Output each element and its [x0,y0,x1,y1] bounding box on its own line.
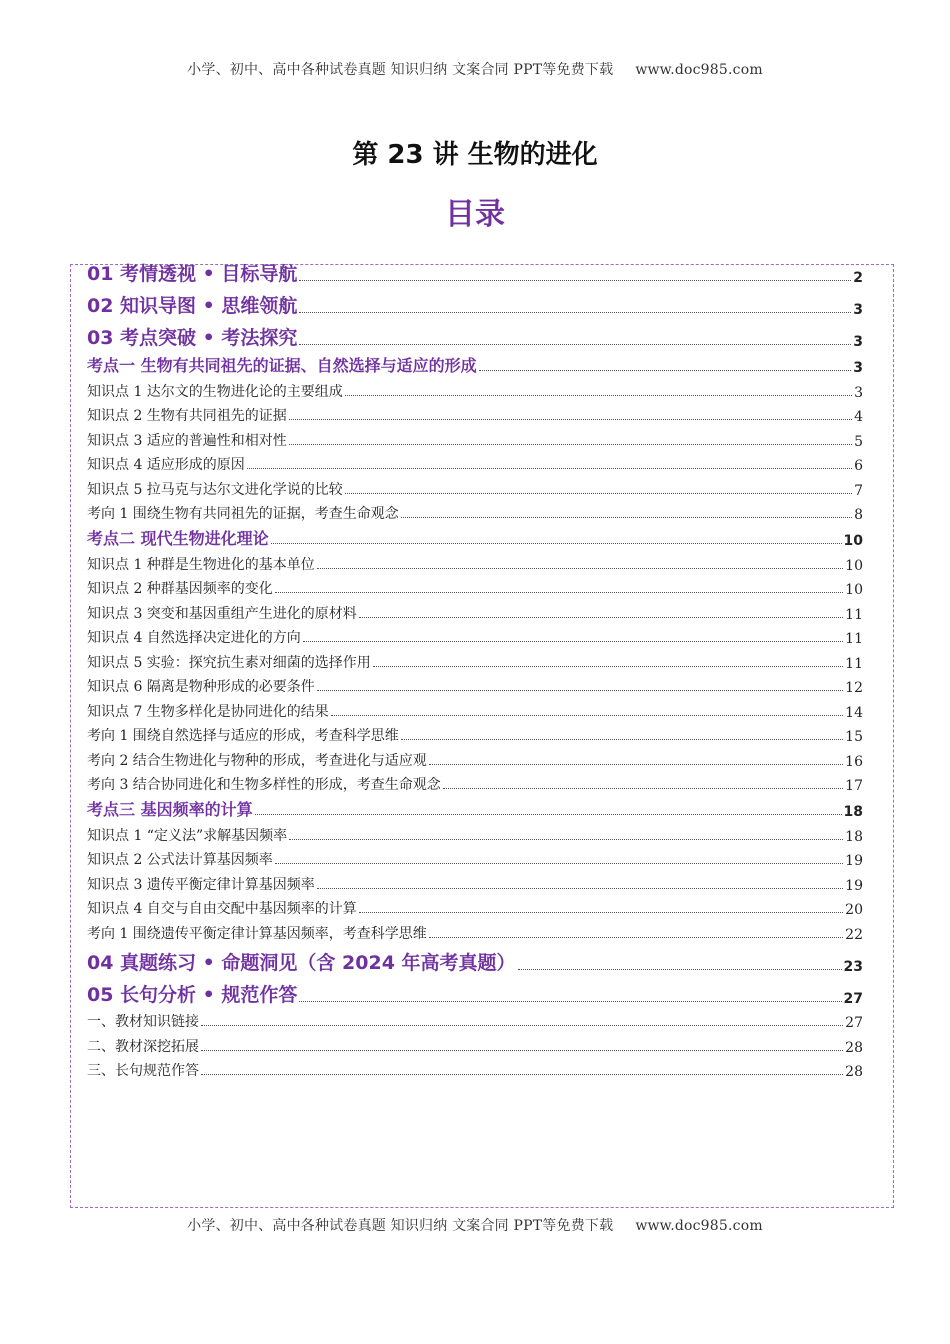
toc-entry-page: 28 [845,1064,863,1080]
dot-leader [518,968,842,970]
toc-entry-label: 05 长句分析 • 规范作答 [87,983,298,1006]
toc-entry-label: 考向 3 结合协同进化和生物多样性的形成，考查生命观念 [87,777,441,793]
toc-entry[interactable] [87,975,863,1007]
toc-entry[interactable] [87,1031,863,1056]
toc-entry[interactable] [87,1007,863,1032]
toc-entry-label: 知识点 3 突变和基因重组产生进化的原材料 [87,605,357,622]
header-text: 小学、初中、高中各种试卷真题 知识归纳 文案合同 PPT等免费下载 [187,62,614,78]
toc-entry-page: 3 [853,334,863,350]
toc-entry[interactable] [87,474,863,499]
toc-entry-label: 03 考点突破 • 考法探究 [87,327,298,349]
toc-entry-label: 知识点 1 达尔文的生物进化论的主要组成 [87,383,343,400]
dot-leader [317,689,843,691]
toc-entry-page: 16 [845,753,863,770]
toc-entry[interactable] [87,254,863,286]
toc-entry-label: 二、教材深挖拓展 [87,1038,199,1055]
toc-entry[interactable] [87,918,863,943]
toc-entry[interactable] [87,894,863,919]
toc-entry-page: 3 [853,302,863,318]
toc-entry-label: 知识点 5 拉马克与达尔文进化学说的比较 [87,481,343,498]
toc-entry-page: 8 [854,507,863,523]
toc-entry-page: 18 [843,804,863,820]
toc-entry-label: 01 考情透视 • 目标导航 [87,263,298,285]
toc-entry-label: 知识点 7 生物多样化是协同进化的结果 [87,703,329,720]
dot-leader [299,1000,841,1002]
dot-leader [331,714,843,716]
toc-entry-page: 12 [845,680,863,696]
toc-entry-label: 04 真题练习 • 命题洞见（含 2024 年高考真题） [87,951,516,974]
toc-entry-label: 知识点 4 适应形成的原因 [87,457,245,473]
toc-entry-page: 23 [843,958,863,975]
table-of-contents [87,254,863,1080]
toc-entry-page: 19 [845,853,863,869]
toc-entry-label: 知识点 4 自然选择决定进化的方向 [87,630,301,646]
dot-leader [289,418,852,420]
toc-entry[interactable] [87,943,863,975]
toc-entry-label: 知识点 2 种群基因频率的变化 [87,581,273,597]
toc-entry[interactable] [87,721,863,746]
toc-entry-page: 11 [845,606,863,623]
toc-entry-label: 知识点 2 生物有共同祖先的证据 [87,408,287,424]
toc-entry-label: 考向 1 围绕遗传平衡定律计算基因频率，考查科学思维 [87,925,427,942]
toc-heading: 目录 [445,197,505,232]
toc-entry-label: 知识点 1 种群是生物进化的基本单位 [87,556,315,573]
dot-leader [429,936,843,938]
toc-entry[interactable] [87,745,863,770]
dot-leader [479,369,852,371]
dot-leader [359,616,843,618]
toc-entry-page: 3 [853,360,863,376]
toc-entry-label: 考点三 基因频率的计算 [87,800,253,819]
toc-entry-page: 10 [843,533,863,549]
toc-entry[interactable] [87,450,863,475]
toc-entry-page: 28 [845,1039,863,1056]
dot-leader [299,311,851,313]
toc-entry[interactable] [87,598,863,623]
toc-entry[interactable] [87,318,863,350]
toc-entry[interactable] [87,623,863,648]
dot-leader [359,911,843,913]
dot-leader [303,640,843,642]
dot-leader [247,467,852,469]
dot-leader [317,887,843,889]
dot-leader [443,787,843,789]
toc-entry[interactable] [87,647,863,672]
dot-leader [345,394,852,396]
page-header [0,59,950,79]
toc-entry-page: 19 [845,877,863,894]
toc-entry[interactable] [87,869,863,894]
toc-entry[interactable] [87,425,863,450]
toc-entry-label: 02 知识导图 • 思维领航 [87,295,298,317]
toc-entry-label: 知识点 2 公式法计算基因频率 [87,852,273,868]
toc-entry[interactable] [87,549,863,574]
toc-entry[interactable] [87,286,863,318]
toc-entry-page: 14 [845,704,863,721]
toc-entry-label: 知识点 6 隔离是物种形成的必要条件 [87,679,315,695]
toc-entry[interactable] [87,376,863,401]
toc-entry-page: 6 [854,458,863,474]
page-footer [0,1215,950,1235]
toc-entry-page: 27 [845,1015,863,1031]
toc-entry-label: 知识点 3 适应的普遍性和相对性 [87,432,287,449]
toc-entry-label: 知识点 4 自交与自由交配中基因频率的计算 [87,901,357,917]
toc-entry-page: 10 [845,557,863,574]
toc-entry-page: 15 [845,729,863,745]
toc-entry[interactable] [87,574,863,599]
toc-entry-label: 知识点 1 “定义法”求解基因频率 [87,827,288,844]
toc-entry-page: 11 [845,655,863,672]
toc-entry[interactable] [87,820,863,845]
dot-leader [299,279,851,281]
dot-leader [201,1049,843,1051]
toc-entry[interactable] [87,794,863,820]
footer-url[interactable]: www.doc985.com [635,1218,763,1234]
toc-entry-page: 7 [854,482,863,499]
toc-entry-page: 22 [845,926,863,943]
dot-leader [271,542,842,544]
toc-entry-label: 知识点 3 遗传平衡定律计算基因频率 [87,876,315,893]
dot-leader [317,567,843,569]
toc-entry-label: 考向 1 围绕自然选择与适应的形成，考查科学思维 [87,728,399,744]
dot-leader [299,343,851,345]
toc-entry-label: 考向 1 围绕生物有共同祖先的证据，考查生命观念 [87,506,399,522]
footer-text: 小学、初中、高中各种试卷真题 知识归纳 文案合同 PPT等免费下载 [187,1218,614,1234]
toc-entry-page: 27 [843,990,863,1007]
toc-entry[interactable] [87,672,863,697]
toc-entry-page: 4 [854,409,863,425]
toc-entry-page: 18 [845,828,863,845]
toc-entry[interactable] [87,499,863,524]
toc-entry[interactable] [87,1056,863,1081]
toc-entry-page: 17 [845,778,863,794]
toc-entry-label: 考点二 现代生物进化理论 [87,529,269,548]
toc-entry[interactable] [87,845,863,870]
toc-entry[interactable] [87,770,863,795]
toc-entry-page: 2 [853,270,863,286]
dot-leader [201,1073,843,1075]
toc-entry-label: 一、教材知识链接 [87,1014,199,1030]
dot-leader [201,1024,843,1026]
toc-entry-page: 10 [845,582,863,598]
lecture-title: 第 23 讲 生物的进化 [352,140,598,170]
dot-leader [401,516,852,518]
dot-leader [345,492,852,494]
toc-entry-page: 20 [845,902,863,918]
toc-entry[interactable] [87,401,863,426]
dot-leader [275,862,843,864]
toc-entry-label: 考点一 生物有共同祖先的证据、自然选择与适应的形成 [87,356,477,375]
dot-leader [429,763,843,765]
toc-entry-label: 三、长句规范作答 [87,1063,199,1079]
dot-leader [275,591,843,593]
toc-entry-label: 考向 2 结合生物进化与物种的形成，考查进化与适应观 [87,752,427,769]
toc-entry-page: 11 [845,631,863,647]
dot-leader [289,443,852,445]
toc-entry-label: 知识点 5 实验：探究抗生素对细菌的选择作用 [87,654,371,671]
dot-leader [373,665,843,667]
header-url[interactable]: www.doc985.com [635,62,763,78]
toc-entry[interactable] [87,696,863,721]
toc-entry-page: 5 [854,433,863,450]
dot-leader [255,813,842,815]
toc-entry[interactable] [87,523,863,549]
dot-leader [401,738,843,740]
dot-leader [289,838,843,840]
toc-entry-page: 3 [854,384,863,401]
toc-entry[interactable] [87,350,863,376]
